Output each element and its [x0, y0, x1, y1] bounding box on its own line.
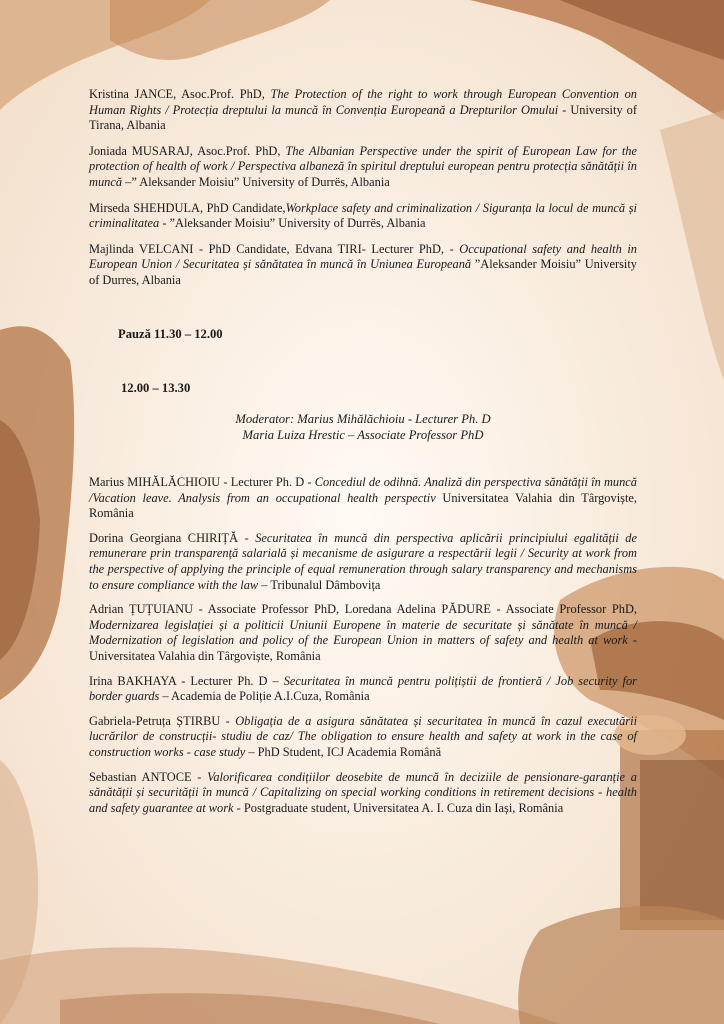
- speaker-name: Adrian ȚUȚUIANU - Associate Professor PhD, Loredana Adelina PĂDURE - Associate Professor PhD,: [89, 602, 637, 617]
- program-entry: [89, 201, 637, 232]
- affiliation: – Academia de Poliție A.I.Cuza, România: [159, 689, 370, 704]
- affiliation: – PhD Student, ICJ Academia Română: [245, 744, 442, 759]
- moderator-line: Moderator: Marius Mihălăchioiu - Lecturer Ph. D: [235, 412, 491, 426]
- talk-title: Modernizarea legislației și a politicii Uniunii Europene în materie de securitate și sănătate în muncă / Modernization of legislation and policy of the European Union in matters of safety and health at work: [89, 617, 637, 648]
- program-entry: [89, 242, 637, 289]
- session-block-2: [89, 475, 637, 816]
- speaker-name: Majlinda VELCANI - PhD Candidate, Edvana TIRI- Lecturer PhD, -: [89, 241, 460, 256]
- speaker-name: Mirseda SHEHDULA, PhD Candidate,: [89, 200, 286, 215]
- talk-title: Concediul de odihnă. Analiză din perspectiva sănătății în muncă /Vacation leave. Analysis from an occupational health perspectiv: [89, 475, 637, 505]
- affiliation: Universitatea Valahia din Târgoviște, România: [89, 490, 637, 521]
- talk-title: Workplace safety and criminalization / Siguranța la locul de muncă și criminalitatea: [89, 200, 637, 231]
- speaker-name: Irina BAKHAYA - Lecturer Ph. D –: [89, 673, 284, 688]
- affiliation: - University of Tirana, Albania: [89, 102, 637, 133]
- talk-title: Occupational safety and health in European Union / Securitatea și sănătatea în muncă în Uniunea Europeană: [89, 241, 637, 272]
- program-entry: [89, 602, 637, 664]
- program-entry: [89, 87, 637, 134]
- program-entry: [89, 770, 637, 817]
- affiliation: - ”Aleksander Moisiu” University of Durrës, Albania: [159, 216, 426, 231]
- program-entry: [89, 475, 637, 522]
- moderator-line: Maria Luiza Hrestic – Associate Professor PhD: [242, 428, 484, 442]
- speaker-name: Sebastian ANTOCE -: [89, 769, 208, 784]
- speaker-name: Marius MIHĂLĂCHIOIU - Lecturer Ph. D -: [89, 475, 315, 489]
- talk-title: The Protection of the right to work through European Convention on Human Rights / Protecția dreptului la muncă în Convenția Europeană a Drepturilor Omului: [89, 87, 638, 117]
- speaker-name: Gabriela-Petruța ȘTIRBU -: [89, 713, 236, 728]
- program-entry: [89, 674, 637, 705]
- talk-title: Securitatea în muncă din perspectiva aplicării principiului egalității de remunerare prin transparență salarială și mecanisme de asigurare a respectării legii / Security at work from the perspective of applying the principle of equal remuneration through salary transparency and mechanisms to ensure compliance with the law: [89, 530, 637, 592]
- talk-title: Securitatea în muncă pentru polițiștii de frontieră / Job security for border guards: [89, 673, 638, 704]
- program-entry: [89, 714, 637, 761]
- speaker-name: Dorina Georgiana CHIRIȚĂ -: [89, 530, 256, 545]
- program-entry: [89, 531, 637, 593]
- session-block-1: [89, 87, 637, 289]
- affiliation: ”Aleksander Moisiu” University of Durres, Albania: [89, 257, 638, 287]
- talk-title: The Albanian Perspective under the spirit of European Law for the protection of health of work / Perspectiva albaneză în spiritul dreptului european pentru protecția sănătății în muncă: [89, 143, 638, 189]
- affiliation: –” Aleksander Moisiu” University of Durrës, Albania: [122, 174, 390, 189]
- program-entry: [89, 144, 637, 191]
- speaker-name: Kristina JANCE, Asoc.Prof. PhD,: [89, 87, 271, 101]
- break-label: Pauză 11.30 – 12.00: [118, 327, 223, 341]
- session-time: 12.00 – 13.30: [121, 381, 191, 395]
- talk-title: Obligația de a asigura sănătatea și securitatea în muncă în cazul executării lucrărilor de construcții- studiu de caz/ The obligation to ensure health and safety at work in the case of construction works - case study: [89, 713, 638, 759]
- speaker-name: Joniada MUSARAJ, Asoc.Prof. PhD,: [89, 143, 286, 158]
- affiliation: - Universitatea Valahia din Târgoviște, România: [89, 633, 637, 663]
- talk-title: Valorificarea condițiilor deosebite de muncă în deciziile de pensionare-garanție a sănătății și securității în muncă / Capitalizing on special working conditions in retirement decisions - health and safety guarantee at work: [89, 769, 637, 815]
- affiliation: - Postgraduate student, Universitatea A. I. Cuza din Iași, România: [233, 800, 564, 815]
- affiliation: – Tribunalul Dâmbovița: [258, 577, 381, 592]
